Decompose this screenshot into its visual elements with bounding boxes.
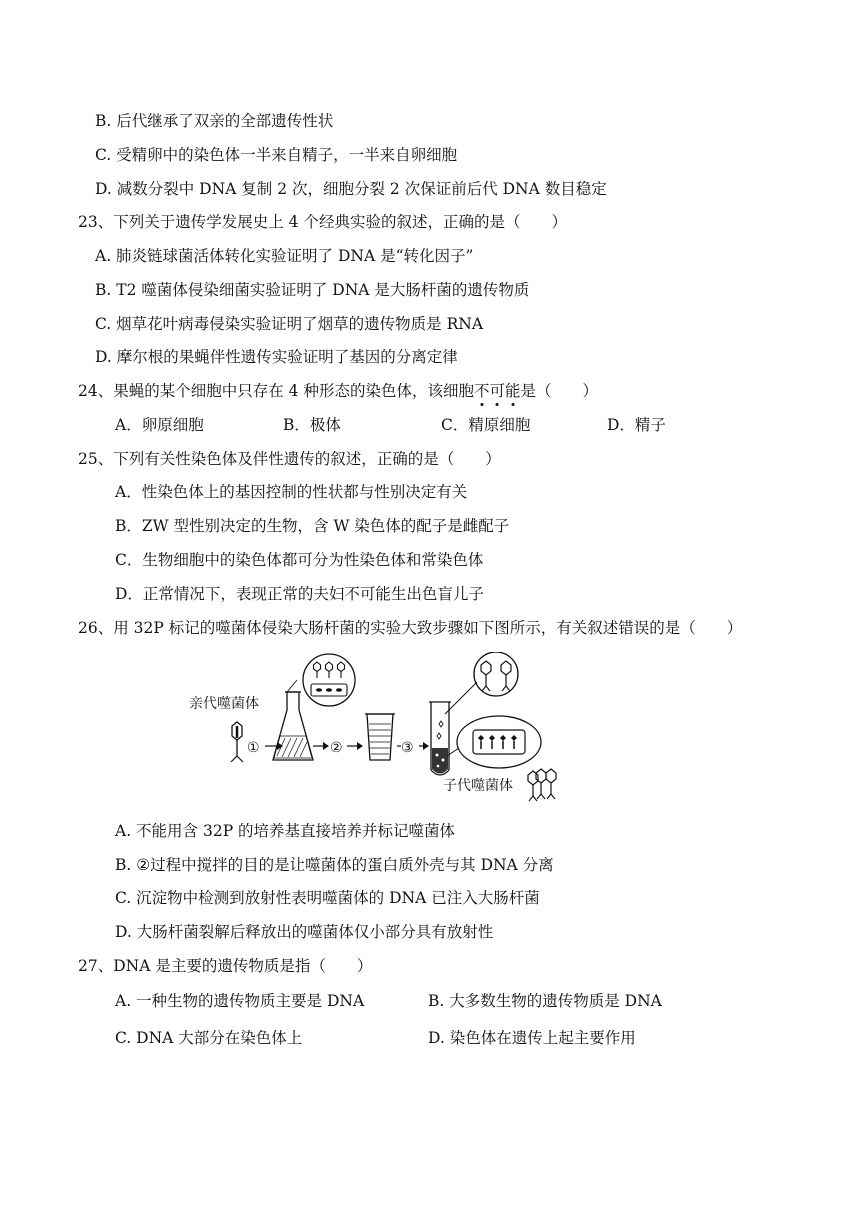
phage-experiment-figure [185,652,560,802]
q23-option-d: D. 摩尔根的果蝇伴性遗传实验证明了基因的分离定律 [95,348,458,366]
q22-option-c: C. 受精卵中的染色体一半来自精子，一半来自卵细胞 [95,146,458,164]
q24-option-a: A．卵原细胞 [115,416,204,434]
q24-stem-after: 是（ ） [520,382,599,400]
q25-stem: 25、下列有关性染色体及伴性遗传的叙述，正确的是（ ） [78,450,501,468]
q22-option-b: B. 后代继承了双亲的全部遗传性状 [95,112,334,130]
step-1-label: ① [247,740,260,756]
q23-option-b: B. T2 噬菌体侵染细菌实验证明了 DNA 是大肠杆菌的遗传物质 [95,281,530,299]
q27-option-a: A. 一种生物的遗传物质主要是 DNA [115,992,365,1010]
q27-option-b: B. 大多数生物的遗传物质是 DNA [428,992,662,1010]
q26-option-c: C. 沉淀物中检测到放射性表明噬菌体的 DNA 已注入大肠杆菌 [115,889,540,907]
q27-option-c: C. DNA 大部分在染色体上 [115,1029,303,1047]
q23-stem: 23、下列关于遗传学发展史上 4 个经典实验的叙述，正确的是（ ） [78,213,567,231]
q26-stem: 26、用 32P 标记的噬菌体侵染大肠杆菌的实验大致步骤如下图所示，有关叙述错误的是（ ） [78,619,743,637]
q26-option-a: A. 不能用含 32P 的培养基直接培养并标记噬菌体 [115,822,456,840]
supernatant-magnified-icon [474,652,518,696]
q26-option-d: D. 大肠杆菌裂解后释放出的噬菌体仅小部分具有放射性 [115,923,494,941]
q24-option-c: C．精原细胞 [441,416,531,434]
step-2-label: ② [330,740,343,756]
step-3-label: ③ [401,740,414,756]
q27-stem: 27、DNA 是主要的遗传物质是指（ ） [78,957,373,975]
q25-option-c: C．生物细胞中的染色体都可分为性染色体和常染色体 [115,551,484,569]
emphasis-char-3: 能 [504,382,521,400]
offspring-phage-icons [528,769,556,801]
q23-option-a: A. 肺炎链球菌活体转化实验证明了 DNA 是“转化因子” [95,247,474,265]
emphasis-char-2: 可 [489,382,505,400]
q24-option-d: D．精子 [607,416,666,434]
q24-stem-before: 24、果蝇的某个细胞中只存在 4 种形态的染色体，该细胞 [78,382,474,400]
centrifuge-tube-icon [429,702,451,775]
blender-icon [365,714,395,760]
parent-phage-icon [231,722,243,762]
q23-option-c: C. 烟草花叶病毒侵染实验证明了烟草的遗传物质是 RNA [95,315,484,333]
infection-magnified-icon [303,654,355,706]
arrow-2-icon [313,742,329,750]
arrow-3b-icon [419,742,429,750]
pointer-line-supernatant [445,682,477,714]
offspring-phage-label: 子代噬菌体 [443,778,513,794]
emphasis-char-1: 不 [473,382,490,400]
q22-option-d: D. 减数分裂中 DNA 复制 2 次，细胞分裂 2 次保证前后代 DNA 数目稳定 [95,180,607,198]
q25-option-a: A．性染色体上的基因控制的性状都与性别决定有关 [115,483,468,501]
parent-phage-label: 亲代噬菌体 [189,696,259,712]
q24-option-b: B．极体 [283,416,341,434]
bacterium-magnified-icon [457,716,541,768]
arrow-2b-icon [347,742,363,750]
q26-option-b: B. ②过程中搅拌的目的是让噬菌体的蛋白质外壳与其 DNA 分离 [115,856,554,874]
q24-stem [78,381,598,401]
q27-option-d: D. 染色体在遗传上起主要作用 [428,1029,636,1047]
q25-option-d: D．正常情况下，表现正常的夫妇不可能生出色盲儿子 [115,585,484,603]
q25-option-b: B．ZW 型性别决定的生物，含 W 染色体的配子是雌配子 [115,517,510,535]
